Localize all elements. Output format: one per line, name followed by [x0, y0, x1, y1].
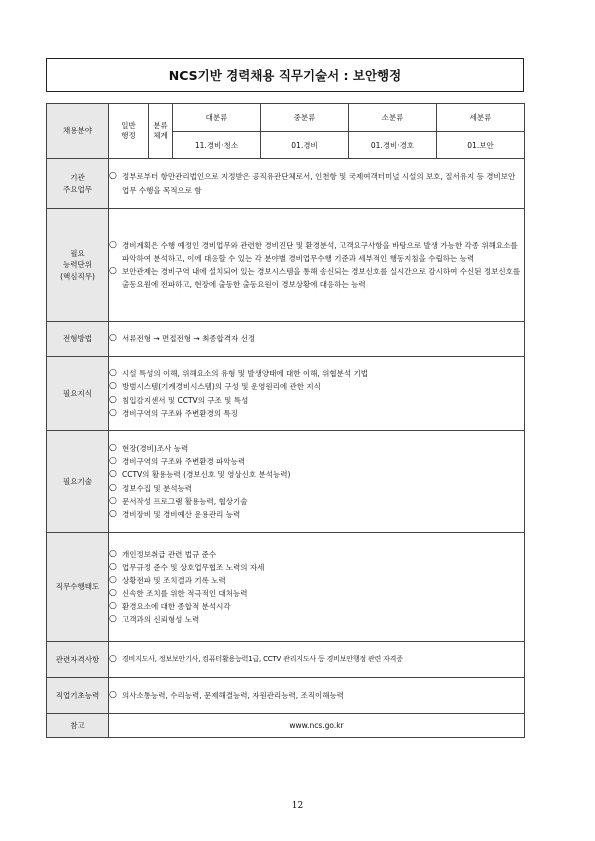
- item-text: 정부로부터 항만관리법인으로 지정받은 공직유관단체로서, 인천항 및 국제여객터미널 시설의 보호, 질서유지 등 경비보안 업무 수행을 목적으로 함: [122, 172, 516, 195]
- list-item: [109, 265, 524, 291]
- row-label: [47, 678, 109, 714]
- row-label-text: 필요기술: [63, 476, 92, 486]
- item-text: 문서작성 프로그램 활용능력, 협상기술: [122, 496, 248, 506]
- bullet-icon: ○: [109, 614, 117, 625]
- bullet-icon: ○: [109, 407, 117, 418]
- page-number: 12: [291, 801, 304, 811]
- row-label: [47, 357, 109, 431]
- bullet-icon: ○: [109, 601, 117, 612]
- item-text: 보안관제는 경비구역 내에 설치되어 있는 경보시스템을 통해 송신되는 경보신호를 실시간으로 감시하여 수신된 정보신호를 출동요원에 전파하고, 현장에 출동한 출동요원이 경보상황에 대응하는 능력: [122, 267, 521, 290]
- row-content: [109, 678, 525, 714]
- item-text: 방범시스템(기계경비시스템)의 구성 및 운영원리에 관한 지식: [122, 382, 321, 392]
- list-item: [109, 380, 524, 393]
- row-content: [109, 642, 525, 678]
- bullet-icon: ○: [109, 368, 117, 379]
- bullet-icon: ○: [109, 508, 117, 519]
- bullet-icon: ○: [109, 482, 117, 493]
- list-item: [109, 239, 524, 265]
- list-item: [109, 407, 524, 420]
- list-item: [109, 587, 524, 600]
- value-detail: 01.보안: [437, 132, 525, 159]
- system-cell: [149, 104, 173, 159]
- list-item: [109, 613, 524, 626]
- item-text: 정보수집 및 분석능력: [122, 483, 192, 493]
- item-text: 서류전형 → 면접전형 → 최종합격자 선정: [122, 334, 256, 344]
- list-item: [109, 367, 524, 380]
- item-text: 경비구역의 구조와 주변환경 파악능력: [122, 457, 246, 467]
- list-item: [109, 495, 524, 508]
- bullet-icon: ○: [109, 561, 117, 572]
- row-label-text: 기관 주요업무: [63, 173, 92, 194]
- classification-label: 채용분야: [47, 104, 109, 159]
- item-text: 환경요소에 대한 종합적 분석시각: [122, 602, 231, 612]
- header-detail: 세분류: [437, 104, 525, 132]
- row-content: [109, 431, 525, 533]
- bullet-icon: ○: [109, 456, 117, 467]
- value-middle: 01.경비: [261, 132, 349, 159]
- item-text: 시설 특성의 이해, 위해요소의 유형 및 발생양태에 대한 이해, 위협분석 기법: [122, 369, 368, 379]
- bullet-icon: ○: [109, 171, 117, 182]
- row-label-text: 직무수행태도: [55, 582, 100, 592]
- bullet-icon: ○: [109, 394, 117, 405]
- list-item: [109, 653, 524, 666]
- item-text: 업무규정 준수 및 상호업무협조 노력의 자세: [122, 562, 265, 572]
- row-label: [47, 322, 109, 357]
- item-text: 경비구역의 구조와 주변환경의 특징: [122, 408, 238, 418]
- item-text: 경비지도사, 정보보안기사, 컴퓨터활용능력1급, CCTV 관리지도사 등 경비보안행정 관련 자격증: [122, 655, 403, 663]
- reference-link[interactable]: www.ncs.go.kr: [109, 714, 525, 738]
- bullet-icon: ○: [109, 548, 117, 559]
- row-content: [109, 209, 525, 322]
- bullet-icon: ○: [109, 495, 117, 506]
- row-label-text: 필요 능력단위 (핵심직무): [60, 249, 95, 281]
- list-item: [109, 455, 524, 468]
- bullet-icon: ○: [109, 689, 117, 700]
- header-minor: 소분류: [349, 104, 437, 132]
- general-duty-cell: [109, 104, 149, 159]
- item-text: 경비계획은 수행 예정인 경비업무와 관련한 경비진단 및 환경분석, 고객요구사항을 바탕으로 발생 가능한 각종 위해요소를 파악하여 분석하고, 이에 대응할 수 있는 각 분야별 경비업무수행 기준과 세부적인 행동지침을 수립하는 능력: [122, 240, 518, 263]
- bullet-icon: ○: [109, 469, 117, 480]
- bullet-icon: ○: [109, 443, 117, 454]
- list-item: [109, 482, 524, 495]
- row-label-text: 필요지식: [63, 388, 92, 398]
- row-content: [109, 159, 525, 209]
- job-description-table: [46, 103, 525, 738]
- item-text: 신속한 조치를 위한 적극적인 대처능력: [122, 589, 248, 598]
- item-text: CCTV의 활용능력 (경보신호 및 영상신호 분석능력): [122, 470, 291, 480]
- row-content: [109, 533, 525, 642]
- row-label-text: 관련자격사항: [55, 654, 100, 664]
- list-item: [109, 561, 524, 574]
- bullet-icon: ○: [109, 266, 117, 276]
- row-label: [47, 642, 109, 678]
- system-text: 분류 체계: [153, 120, 168, 140]
- list-item: [109, 548, 524, 561]
- row-content: [109, 322, 525, 357]
- list-item: [109, 468, 524, 481]
- row-label: [47, 159, 109, 209]
- item-text: 침입감지센서 및 CCTV의 구조 및 특성: [122, 395, 249, 405]
- list-item: [109, 600, 524, 613]
- header-major: 대분류: [173, 104, 261, 132]
- item-text: 개인정보취급 관련 법규 준수: [122, 549, 217, 559]
- value-minor: 01.경비·경호: [349, 132, 437, 159]
- row-content: [109, 357, 525, 431]
- list-item: [109, 332, 524, 345]
- bullet-icon: ○: [109, 381, 117, 392]
- row-label: [47, 533, 109, 642]
- list-item: [109, 170, 524, 196]
- row-label-text: 전형방법: [63, 334, 92, 344]
- bullet-icon: ○: [109, 654, 117, 664]
- row-label-text: 직업기초능력: [55, 690, 100, 700]
- value-major: 11.경비·청소: [173, 132, 261, 159]
- list-item: [109, 689, 524, 702]
- document-title: NCS기반 경력채용 직무기술서 : 보안행정: [46, 58, 524, 92]
- list-item: [109, 508, 524, 521]
- header-middle: 중분류: [261, 104, 349, 132]
- general-duty-text: 일반 행정: [121, 120, 136, 140]
- bullet-icon: ○: [109, 333, 117, 344]
- row-label: [47, 431, 109, 533]
- item-text: 고객과의 신뢰형성 노력: [122, 615, 200, 625]
- row-label: [47, 209, 109, 322]
- list-item: [109, 394, 524, 407]
- bullet-icon: ○: [109, 574, 117, 585]
- list-item: [109, 574, 524, 587]
- list-item: [109, 442, 524, 455]
- bullet-icon: ○: [109, 239, 117, 250]
- item-text: 상황전파 및 조치결과 기록 노력: [122, 575, 226, 585]
- reference-label: 참고: [47, 714, 109, 738]
- item-text: 경비장비 및 경비예산 운용관리 능력: [122, 509, 241, 519]
- bullet-icon: ○: [109, 588, 117, 598]
- item-text: 현장(경비)조사 능력: [122, 444, 189, 454]
- item-text: 의사소통능력, 수리능력, 문제해결능력, 자원관리능력, 조직이해능력: [122, 690, 344, 700]
